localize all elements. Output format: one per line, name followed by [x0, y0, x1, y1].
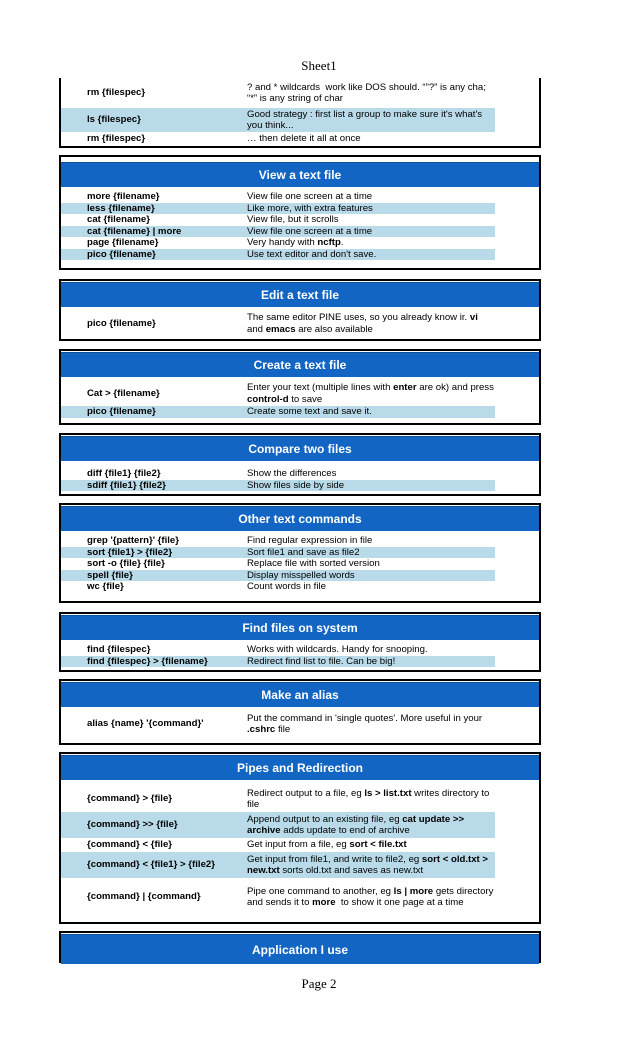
section-other-text-commands [59, 503, 541, 603]
command-cell: pico {filename} [87, 317, 156, 329]
command-cell: {command} < {file1} > {file2} [61, 852, 243, 878]
section-header: View a text file [61, 162, 539, 187]
section-header: Find files on system [61, 615, 539, 640]
command-cell: more {filename} [87, 191, 160, 202]
table-row [61, 878, 539, 916]
command-cell: {command} | {command} [87, 891, 201, 903]
command-cell: ls {filespec} [61, 108, 243, 132]
table-row [61, 132, 539, 146]
description-cell: Find regular expression in file [247, 535, 373, 546]
command-cell: sort -o {file} {file} [87, 558, 165, 569]
description-cell: Show the differences [247, 468, 337, 479]
section-edit-text-file [59, 279, 541, 341]
command-cell: page {filename} [87, 237, 159, 248]
command-cell: less {filename} [61, 203, 243, 215]
table-row [61, 656, 539, 668]
section-compare-files [59, 433, 541, 496]
description-cell: ? and * wildcards work like DOS should. “”?” is any cha; “*” is any string of char [247, 81, 486, 104]
command-cell: rm {filespec} [87, 87, 146, 99]
page-number: Page 2 [301, 976, 337, 991]
command-cell: pico {filename} [61, 249, 243, 261]
table-row [61, 570, 539, 582]
table-row [61, 711, 539, 737]
section-header: Compare two files [61, 436, 539, 461]
table-row [61, 214, 539, 226]
description-cell: Put the command in 'single quotes'. More useful in your .cshrc file [247, 712, 483, 735]
section-header: Application I use [61, 934, 539, 964]
description-cell: Display misspelled words [243, 570, 495, 582]
section-header: Make an alias [61, 682, 539, 707]
table-row [61, 547, 539, 559]
description-cell: Append output to an existing file, eg cat update >> archive adds update to end of archive [243, 812, 495, 838]
section-header: Edit a text file [61, 282, 539, 307]
description-cell: Pipe one command to another, eg ls | more gets directory and sends it to more to show it one page at a time [247, 885, 494, 908]
table-row [61, 381, 539, 406]
description-cell: Get input from file1, and write to file2, eg sort < old.txt > new.txt sorts old.txt and saves as new.txt [243, 852, 495, 878]
description-cell: Redirect find list to file. Can be big! [243, 656, 495, 668]
section-create-text-file [59, 349, 541, 425]
table-row [61, 581, 539, 593]
description-cell: Get input from a file, eg sort < file.txt [247, 839, 407, 851]
command-cell: cat {filename} [87, 214, 150, 225]
table-row [61, 535, 539, 547]
description-cell: Good strategy : first list a group to make sure it's what's you think... [243, 108, 495, 132]
description-cell: Like more, with extra features [243, 203, 495, 215]
section-find-files [59, 612, 541, 672]
table-row [61, 203, 539, 215]
table-row [61, 78, 539, 108]
command-cell: pico {filename} [61, 406, 243, 418]
command-cell: grep '{pattern}' {file} [87, 535, 179, 546]
table-row [61, 786, 539, 812]
description-cell: Replace file with sorted version [247, 558, 380, 569]
table-row [61, 237, 539, 249]
command-cell: find {filespec} > {filename} [61, 656, 243, 668]
table-row [61, 812, 539, 838]
command-cell: {command} < {file} [87, 839, 173, 851]
command-cell: wc {file} [87, 581, 124, 592]
description-cell: Redirect output to a file, eg ls > list.txt writes directory to file [247, 787, 490, 810]
command-cell: sort {file1} > {file2} [61, 547, 243, 559]
section-view-text-file [59, 155, 541, 270]
table-row [61, 406, 539, 418]
table-row [61, 468, 539, 480]
section-header: Other text commands [61, 506, 539, 531]
table-row [61, 644, 539, 656]
section-application [59, 931, 541, 963]
description-cell: View file one screen at a time [243, 226, 495, 238]
section-make-alias [59, 679, 541, 745]
description-cell: Show files side by side [243, 480, 495, 492]
command-cell: Cat > {filename} [87, 387, 160, 399]
section-header: Pipes and Redirection [61, 755, 539, 780]
command-cell: {command} > {file} [87, 793, 173, 805]
description-cell: Works with wildcards. Handy for snooping. [247, 644, 428, 655]
description-cell: Sort file1 and save as file2 [243, 547, 495, 559]
description-cell: … then delete it all at once [247, 133, 361, 145]
sheet-title: Sheet1 [301, 58, 337, 73]
description-cell: Enter your text (multiple lines with enter are ok) and press control-d to save [247, 382, 494, 405]
description-cell: View file, but it scrolls [247, 214, 339, 225]
table-row [61, 558, 539, 570]
table-row [61, 480, 539, 492]
command-cell: find {filespec} [87, 644, 151, 655]
table-row [61, 226, 539, 238]
command-cell: cat {filename} | more [61, 226, 243, 238]
table-row [61, 311, 539, 336]
description-cell: Very handy with ncftp. [247, 237, 344, 248]
description-cell: Count words in file [247, 581, 326, 592]
command-cell: sdiff {file1} {file2} [61, 480, 243, 492]
section-header: Create a text file [61, 352, 539, 377]
table-row [61, 249, 539, 261]
description-cell: Use text editor and don't save. [243, 249, 495, 261]
description-cell: The same editor PINE uses, so you already know ir. vi and emacs are also available [247, 312, 481, 335]
command-cell: diff {file1} {file2} [87, 468, 161, 479]
description-cell: Create some text and save it. [243, 406, 495, 418]
section-pipes-redirection [59, 752, 541, 924]
top-fragment [59, 78, 541, 148]
command-cell: spell {file} [61, 570, 243, 582]
command-cell: alias {name} '{command}' [87, 718, 204, 730]
command-cell: rm {filespec} [87, 133, 146, 145]
table-row [61, 108, 539, 132]
command-cell: {command} >> {file} [61, 812, 243, 838]
table-row [61, 191, 539, 203]
table-row [61, 838, 539, 852]
description-cell: View file one screen at a time [247, 191, 373, 202]
table-row [61, 852, 539, 878]
